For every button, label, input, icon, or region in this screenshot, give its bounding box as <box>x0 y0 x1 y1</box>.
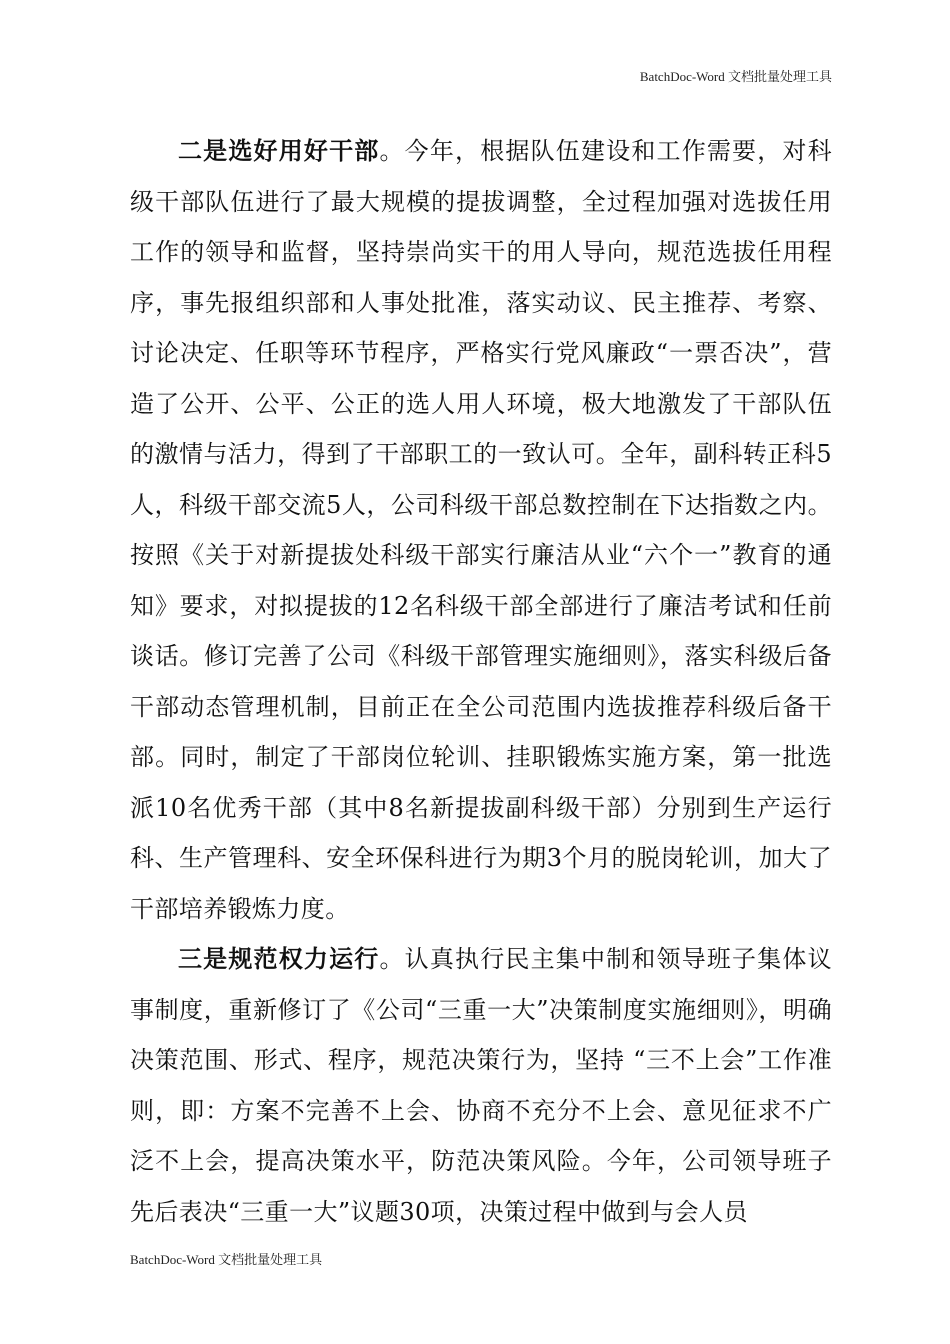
paragraph-text: 。今年，根据队伍建设和工作需要，对科级干部队伍进行了最大规模的提拔调整，全过程加强对选拔任用工作的领导和监督，坚持崇尚实干的用人导向，规范选拔任用程序，事先报组织部和人事处批准，落实动议、民主推荐、考察、讨论决定、任职等环节程序，严格实行党风廉政“一票否决”，营造了公开、公平、公正的选人用人环境，极大地激发了干部队伍的激情与活力，得到了干部职工的一致认可。全年，副科转正科5人，科级干部交流5人，公司科级干部总数控制在下达指数之内。按照《关于对新提拔处科级干部实行廉洁从业“六个一”教育的通知》要求，对拟提拔的12名科级干部全部进行了廉洁考试和任前谈话。修订完善了公司《科级干部管理实施细则》，落实科级后备干部动态管理机制，目前正在全公司范围内选拔推荐科级后备干部。同时，制定了干部岗位轮训、挂职锻炼实施方案，第一批选派10名优秀干部（其中8名新提拔副科级干部）分别到生产运行科、生产管理科、安全环保科进行为期3个月的脱岗轮训，加大了干部培养锻炼力度。 <box>130 137 833 923</box>
paragraph-text: 。认真执行民主集中制和领导班子集体议事制度，重新修订了《公司“三重一大”决策制度实施细则》，明确决策范围、形式、程序，规范决策行为，坚持 “三不上会”工作准则，即：方案不完善不上会、协商不充分不上会、意见征求不广泛不上会，提高决策水平，防范决策风险。今年，公司领导班子先后表决“三重一大”议题30项，决策过程中做到与会人员 <box>130 945 833 1226</box>
paragraph-select-cadres <box>130 126 832 934</box>
paragraph-lead: 二是选好用好干部 <box>178 136 380 165</box>
paragraph-lead: 三是规范权力运行 <box>178 944 380 973</box>
document-body <box>130 126 832 1237</box>
page-footer: BatchDoc-Word 文档批量处理工具 <box>130 1252 323 1267</box>
paragraph-regulate-power <box>130 934 832 1237</box>
page-header: BatchDoc-Word 文档批量处理工具 <box>639 69 832 84</box>
